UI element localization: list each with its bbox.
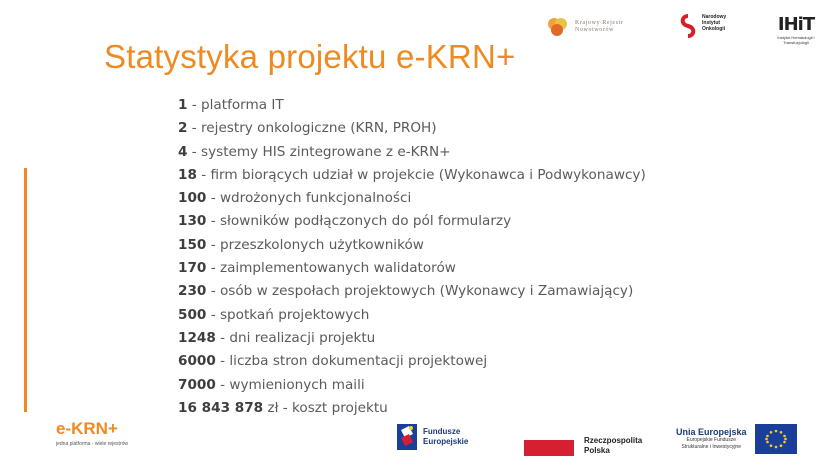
ekrn-brand: e-KRN+ [56,419,118,438]
eu-flag-icon [755,424,797,454]
ihit-mark: IHiT [777,14,815,35]
polish-flag-icon [524,436,574,456]
list-item: 18 - firm biorących udział w projekcie (Wykonawca i Podwykonawcy) [178,166,646,183]
accent-bar [24,168,27,412]
list-item: 230 - osób w zespołach projektowych (Wykonawcy i Zamawiający) [178,283,634,300]
list-item: 4 - systemy HIS zintegrowane z e-KRN+ [178,143,451,160]
nio-logo [678,14,726,38]
eu-sub1: Europejskie Fundusze [686,437,736,443]
list-item: 100 - wdrożonych funkcjonalności [178,190,412,207]
ekrn-tagline: jedna platforma - wiele rejestrów [56,441,128,447]
rp-line1: Rzeczpospolita [584,436,643,445]
krn-logo-line1: Krajowy Rejestr [575,20,624,26]
krn-logo [546,16,624,38]
nio-logo-line2: Instytut [702,20,721,26]
list-item: 130 - słowników podłączonych do pól formularzy [178,213,512,230]
rp-line2: Polska [584,446,610,455]
ihit-logo [768,14,824,45]
fundusze-europejskie-logo [397,424,468,450]
krn-logo-line2: Nowotworów [575,27,614,33]
ihit-subtitle: Instytut Hematologii i Transfuzjologii [777,35,815,45]
list-item: 1248 - dni realizacji projektu [178,329,376,346]
eu-sub2: Strukturalne i Inwestycyjne [681,444,741,450]
list-item: 6000 - liczba stron dokumentacji projektowej [178,353,488,370]
nio-symbol-icon [678,14,698,38]
list-item: 170 - zaimplementowanych walidatorów [178,260,456,277]
fe-line1: Fundusze [423,427,461,436]
rzeczpospolita-logo [524,436,642,456]
stats-list [178,94,646,420]
krn-flower-icon [546,16,570,38]
list-item: 1 - platforma IT [178,97,284,113]
fe-emblem-icon [397,424,417,450]
list-item: 7000 - wymienionych maili [178,376,365,393]
list-item: 2 - rejestry onkologiczne (KRN, PROH) [178,120,437,137]
list-item: 500 - spotkań projektowych [178,306,370,323]
eu-title: Unia Europejska [676,427,747,437]
nio-logo-line3: Onkologii [702,26,726,32]
nio-logo-line1: Narodowy [702,14,727,20]
page-title: Statystyka projektu e-KRN+ [104,38,516,75]
list-item: 150 - przeszkolonych użytkowników [178,236,424,253]
fe-line2: Europejskie [423,437,469,446]
list-item: 16 843 878 zł - koszt projektu [178,399,388,416]
eu-logo [676,424,797,454]
